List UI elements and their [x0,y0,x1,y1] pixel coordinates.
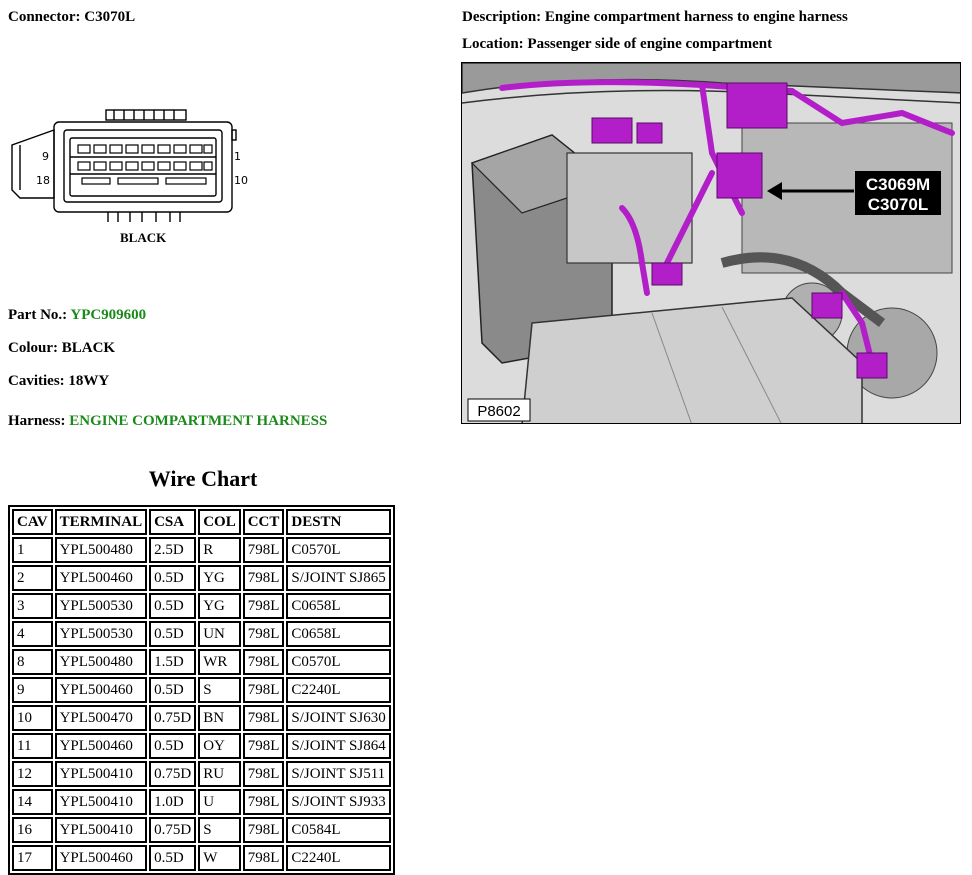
cell-terminal: YPL500480 [55,537,148,563]
header-csa: CSA [149,509,196,535]
table-row [12,817,391,843]
table-row [12,565,391,591]
header-destn: DESTN [286,509,390,535]
cell-terminal: YPL500460 [55,677,148,703]
diagram-colour-caption: BLACK [120,230,167,245]
cell-cct: 798L [243,677,285,703]
cell-csa: 0.75D [149,817,196,843]
cell-destn: C2240L [286,845,390,871]
cell-col: S [198,677,241,703]
cell-csa: 1.5D [149,649,196,675]
cell-terminal: YPL500470 [55,705,148,731]
cell-terminal: YPL500460 [55,845,148,871]
cell-cav: 2 [12,565,53,591]
table-row [12,789,391,815]
pin-label-9: 9 [42,150,49,163]
figure-id: P8602 [477,403,521,420]
cell-col: UN [198,621,241,647]
cell-csa: 0.5D [149,621,196,647]
header-cct: CCT [243,509,285,535]
header-terminal: TERMINAL [55,509,148,535]
part-no-field [8,307,146,324]
wire-chart-title: Wire Chart [148,466,258,491]
cell-destn: C0658L [286,593,390,619]
cell-cct: 798L [243,733,285,759]
cell-cct: 798L [243,705,285,731]
cell-cct: 798L [243,845,285,871]
cell-cav: 3 [12,593,53,619]
part-no-link[interactable]: YPC909600 [70,307,147,323]
cell-destn: S/JOINT SJ511 [286,761,390,787]
cell-terminal: YPL500530 [55,593,148,619]
cell-cct: 798L [243,593,285,619]
cell-col: R [198,537,241,563]
callout-c3069m: C3069M [865,175,931,194]
cell-terminal: YPL500480 [55,649,148,675]
cell-csa: 0.5D [149,845,196,871]
cell-cct: 798L [243,649,285,675]
harness-field [8,413,327,430]
cell-terminal: YPL500530 [55,621,148,647]
cell-cav: 14 [12,789,53,815]
cell-cct: 798L [243,817,285,843]
cell-col: RU [198,761,241,787]
cell-destn: S/JOINT SJ933 [286,789,390,815]
pin-label-10: 10 [234,174,248,187]
cell-csa: 0.5D [149,565,196,591]
location-label: Location: [462,36,524,52]
cell-cav: 10 [12,705,53,731]
cell-col: YG [198,593,241,619]
table-row [12,649,391,675]
description-label: Description: [462,9,542,25]
wire-chart-table [8,505,395,875]
cell-col: BN [198,705,241,731]
cell-cav: 17 [12,845,53,871]
cell-col: S [198,817,241,843]
table-row [12,761,391,787]
table-row [12,733,391,759]
connector-face-diagram [8,100,248,250]
cell-cct: 798L [243,761,285,787]
location-field [462,36,772,53]
cell-destn: C0570L [286,649,390,675]
cell-csa: 1.0D [149,789,196,815]
cell-cav: 11 [12,733,53,759]
cell-cct: 798L [243,621,285,647]
cell-csa: 0.75D [149,705,196,731]
location-photo [461,62,961,424]
cell-csa: 0.5D [149,593,196,619]
cell-cav: 1 [12,537,53,563]
cell-terminal: YPL500460 [55,733,148,759]
table-row [12,537,391,563]
cell-cav: 16 [12,817,53,843]
cell-destn: C0584L [286,817,390,843]
connector-label: Connector: [8,9,81,25]
cell-col: OY [198,733,241,759]
callout-c3070l: C3070L [867,195,929,214]
cell-csa: 0.5D [149,677,196,703]
cell-csa: 2.5D [149,537,196,563]
cell-destn: C0658L [286,621,390,647]
cell-col: YG [198,565,241,591]
cavities-field [8,373,109,390]
cell-csa: 0.75D [149,761,196,787]
cell-destn: C0570L [286,537,390,563]
cell-destn: S/JOINT SJ864 [286,733,390,759]
cell-cct: 798L [243,537,285,563]
description-field [462,9,848,26]
table-row [12,593,391,619]
cell-csa: 0.5D [149,733,196,759]
cell-terminal: YPL500410 [55,789,148,815]
cell-cav: 9 [12,677,53,703]
wire-chart-body [12,537,391,871]
cell-destn: C2240L [286,677,390,703]
cell-col: WR [198,649,241,675]
table-row [12,677,391,703]
harness-label: Harness: [8,413,66,429]
harness-link[interactable]: ENGINE COMPARTMENT HARNESS [69,413,328,429]
table-row [12,621,391,647]
connector-value: C3070L [84,9,136,25]
cell-destn: S/JOINT SJ865 [286,565,390,591]
cell-col: W [198,845,241,871]
cell-terminal: YPL500460 [55,565,148,591]
cell-terminal: YPL500410 [55,761,148,787]
cell-terminal: YPL500410 [55,817,148,843]
cell-cct: 798L [243,565,285,591]
cell-col: U [198,789,241,815]
pin-label-18: 18 [36,174,50,187]
colour-value: BLACK [61,340,116,356]
header-col: COL [198,509,241,535]
part-no-label: Part No.: [8,307,68,323]
cell-cct: 798L [243,789,285,815]
cavities-label: Cavities: [8,373,65,389]
cell-cav: 12 [12,761,53,787]
description-value: Engine compartment harness to engine harness [544,9,848,25]
table-row [12,845,391,871]
cavities-value: 18WY [68,373,110,389]
table-header-row [12,509,391,535]
location-value: Passenger side of engine compartment [527,36,773,52]
cell-cav: 8 [12,649,53,675]
colour-field [8,340,115,357]
cell-cav: 4 [12,621,53,647]
pin-label-1: 1 [234,150,241,163]
header-cav: CAV [12,509,53,535]
engine-bay-illustration [462,63,961,424]
cell-destn: S/JOINT SJ630 [286,705,390,731]
colour-label: Colour: [8,340,58,356]
table-row [12,705,391,731]
connector-field [8,9,135,26]
